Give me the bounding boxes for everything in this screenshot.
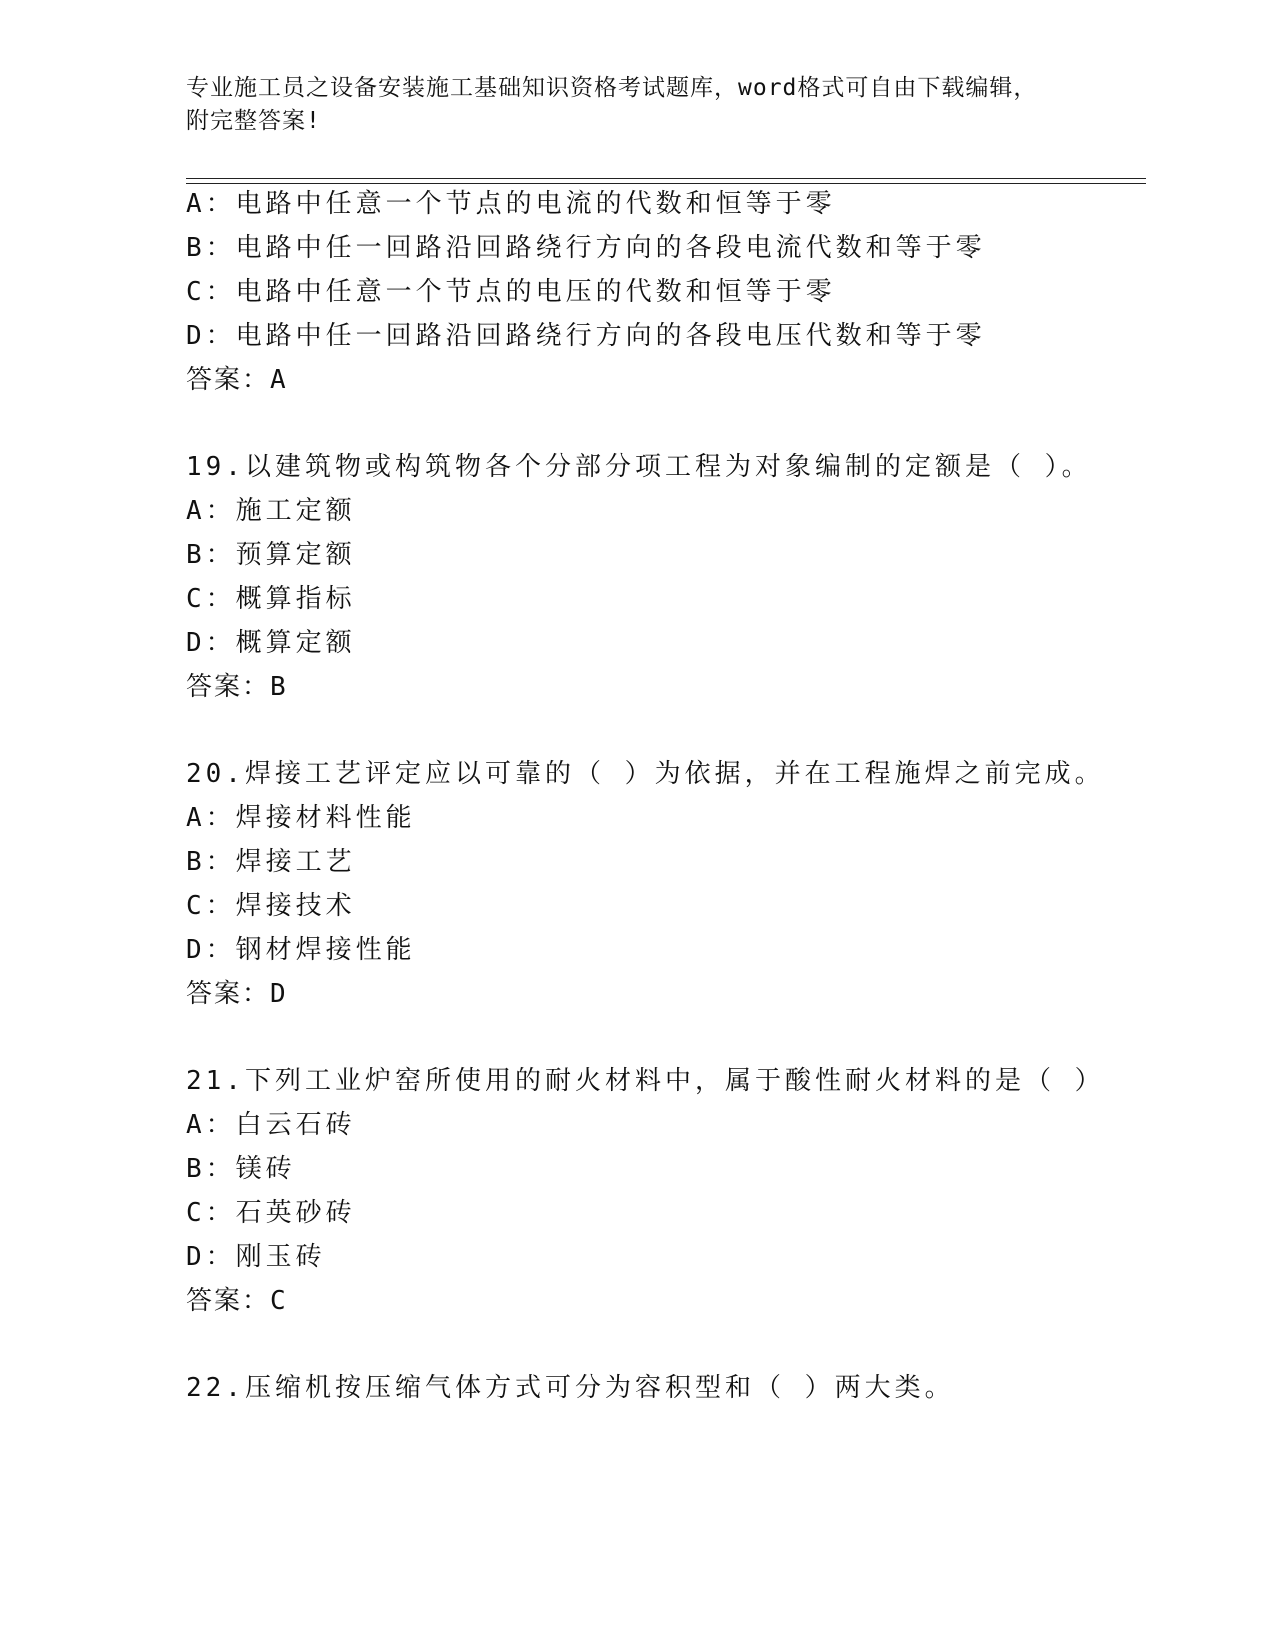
- q20-answer: 答案：D: [186, 979, 288, 1009]
- q19-option-b: B：预算定额: [186, 540, 356, 570]
- q18-option-d: D：电路中任一回路沿回路绕行方向的各段电压代数和等于零: [186, 321, 986, 351]
- q20-stem: 20.焊接工艺评定应以可靠的（ ）为依据，并在工程施焊之前完成。: [186, 759, 1105, 789]
- q20-option-b: B：焊接工艺: [186, 847, 356, 877]
- q21-answer: 答案：C: [186, 1286, 288, 1316]
- q19-stem: 19.以建筑物或构筑物各个分部分项工程为对象编制的定额是（ ）。: [186, 452, 1092, 482]
- header-line-2: 附完整答案!: [186, 108, 321, 134]
- q21-stem: 21.下列工业炉窑所使用的耐火材料中，属于酸性耐火材料的是（ ）: [186, 1066, 1105, 1096]
- q20-option-a: A：焊接材料性能: [186, 803, 416, 833]
- q19-option-d: D：概算定额: [186, 628, 356, 658]
- q19-option-c: C：概算指标: [186, 584, 356, 614]
- q19-option-a: A：施工定额: [186, 496, 356, 526]
- q20-option-d: D：钢材焊接性能: [186, 935, 416, 965]
- header-divider-bottom: [186, 183, 1146, 184]
- q20-option-c: C：焊接技术: [186, 891, 356, 921]
- q18-option-b: B：电路中任一回路沿回路绕行方向的各段电流代数和等于零: [186, 233, 986, 263]
- page-header: [186, 72, 1086, 138]
- header-divider-top: [186, 178, 1146, 179]
- q19-answer: 答案：B: [186, 672, 288, 702]
- q21-option-d: D：刚玉砖: [186, 1242, 326, 1272]
- q18-option-a: A：电路中任意一个节点的电流的代数和恒等于零: [186, 189, 836, 219]
- q22-stem: 22.压缩机按压缩气体方式可分为容积型和（ ）两大类。: [186, 1373, 955, 1403]
- q21-option-c: C：石英砂砖: [186, 1198, 356, 1228]
- q18-option-c: C：电路中任意一个节点的电压的代数和恒等于零: [186, 277, 836, 307]
- header-line-1: 专业施工员之设备安装施工基础知识资格考试题库，word格式可自由下载编辑，: [186, 75, 1038, 101]
- q18-answer: 答案：A: [186, 365, 288, 395]
- q21-option-b: B：镁砖: [186, 1154, 296, 1184]
- q21-option-a: A：白云石砖: [186, 1110, 356, 1140]
